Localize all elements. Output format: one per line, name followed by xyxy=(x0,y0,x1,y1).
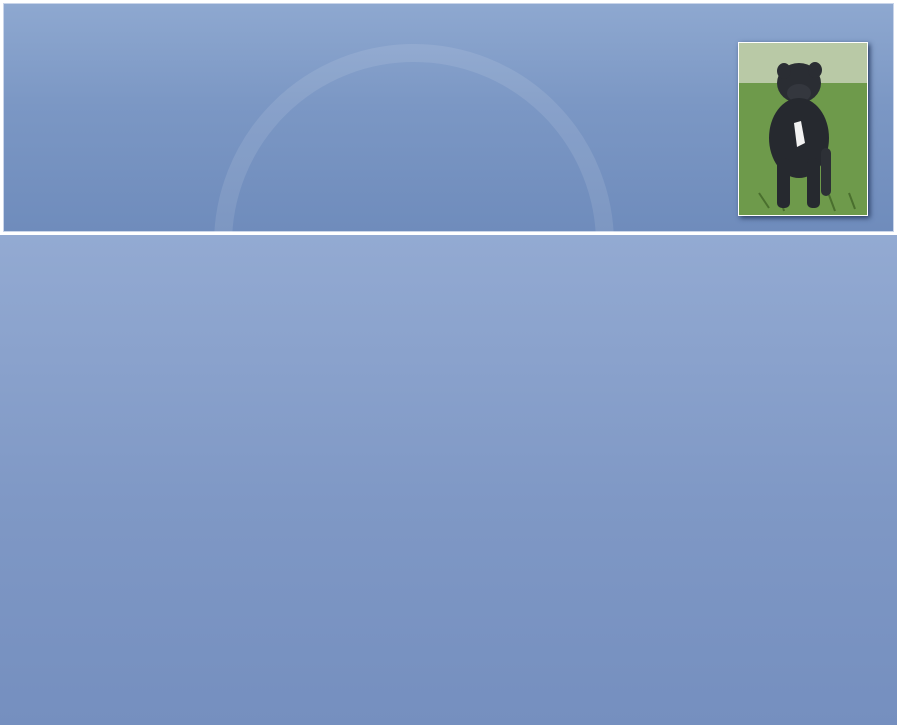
dog-silhouette-icon xyxy=(739,43,867,215)
pedigree-panel xyxy=(0,235,897,725)
dog-photo xyxy=(738,42,868,216)
